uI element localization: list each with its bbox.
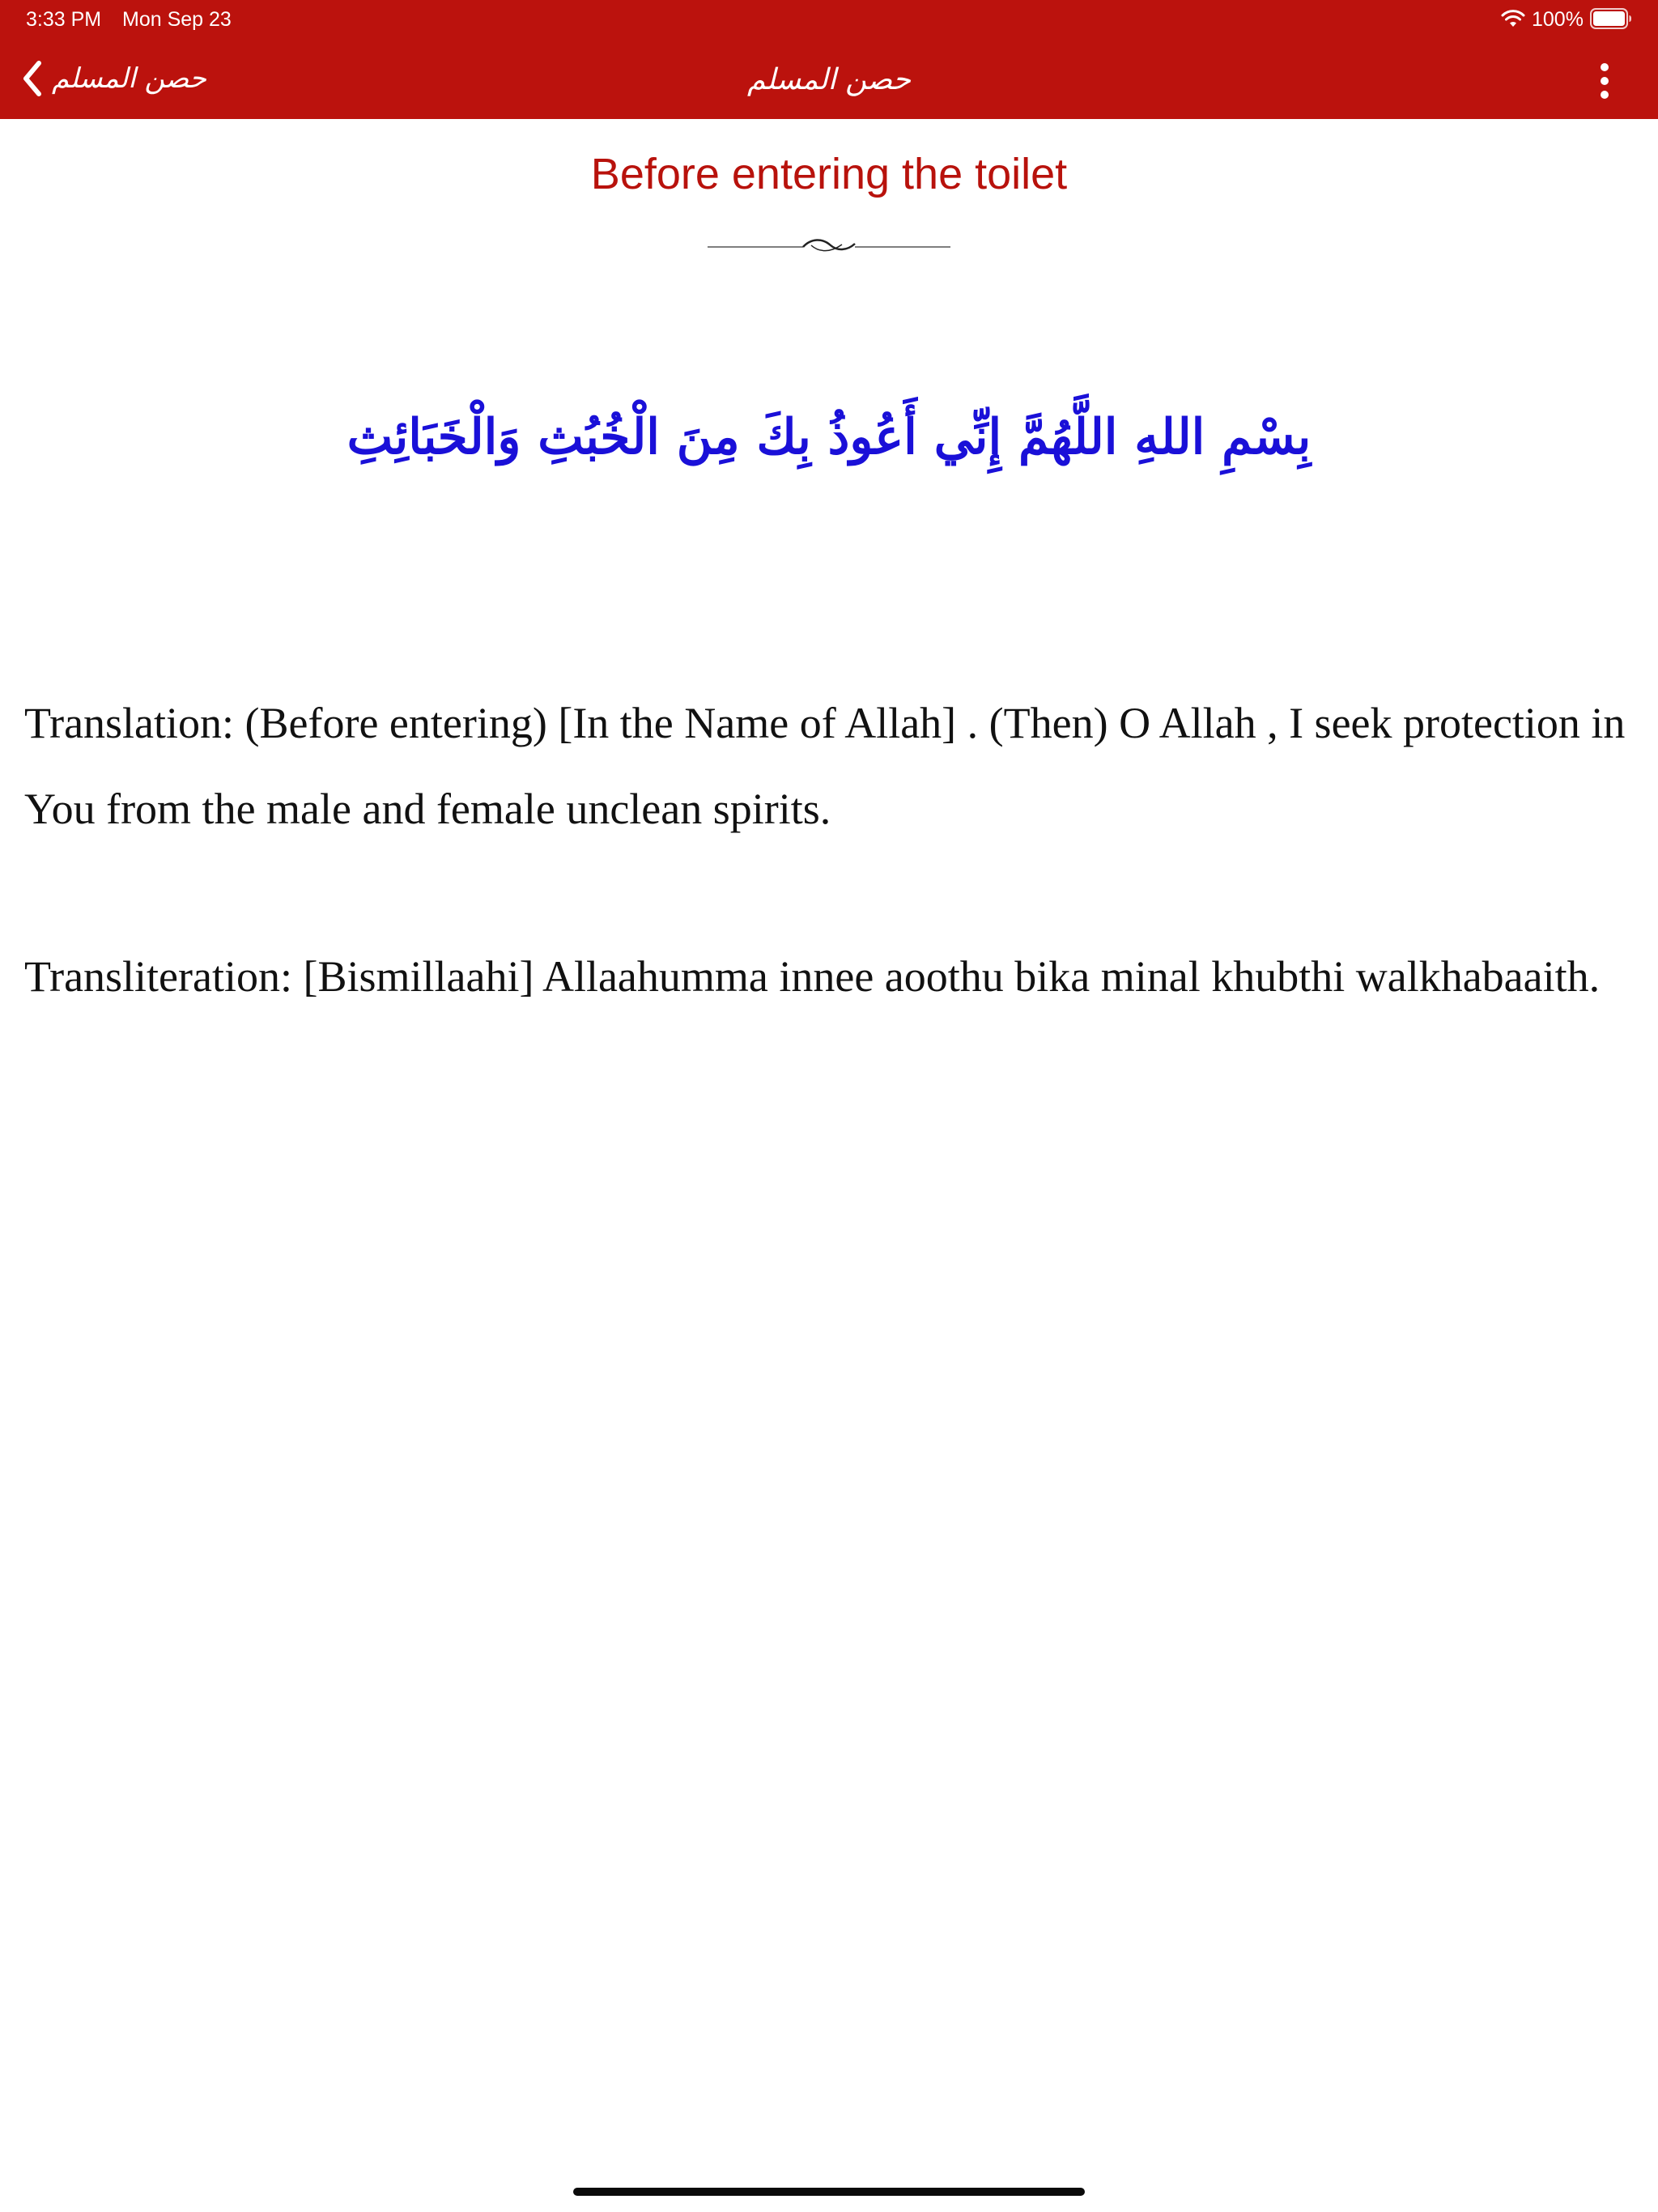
back-button[interactable] — [11, 50, 206, 107]
translation-text: Translation: (Before entering) [In the Name of Allah] . (Then) O Allah , I seek protection in You from the male and female unclean spirits. — [24, 699, 1626, 833]
more-vertical-icon — [1600, 62, 1609, 100]
wifi-icon — [1501, 9, 1525, 28]
page-title: Before entering the toilet — [590, 150, 1068, 198]
transliteration-text: Transliteration: [Bismillaahi] Allaahumma innee aoothu bika minal khubthi walkhabaaith. — [24, 952, 1601, 1001]
dua-arabic-text: بِسْمِ اللهِ اللَّهُمَّ إِنِّي أَعُوذُ بِكَ مِنَ الْخُبُثِ وَالْخَبَائِثِ — [346, 409, 1312, 466]
nav-title: حصن المسلم — [746, 63, 912, 96]
navigation-bar — [0, 0, 1658, 119]
more-options-button[interactable] — [1588, 57, 1621, 105]
chevron-left-icon — [19, 58, 44, 99]
home-indicator[interactable] — [573, 2188, 1085, 2196]
back-label: حصن المسلم — [52, 62, 206, 95]
status-date: Mon Sep 23 — [122, 8, 232, 31]
status-time: 3:33 PM — [26, 8, 102, 31]
divider-ornament — [708, 235, 950, 259]
battery-percentage: 100% — [1532, 8, 1584, 31]
battery-icon — [1590, 8, 1632, 29]
